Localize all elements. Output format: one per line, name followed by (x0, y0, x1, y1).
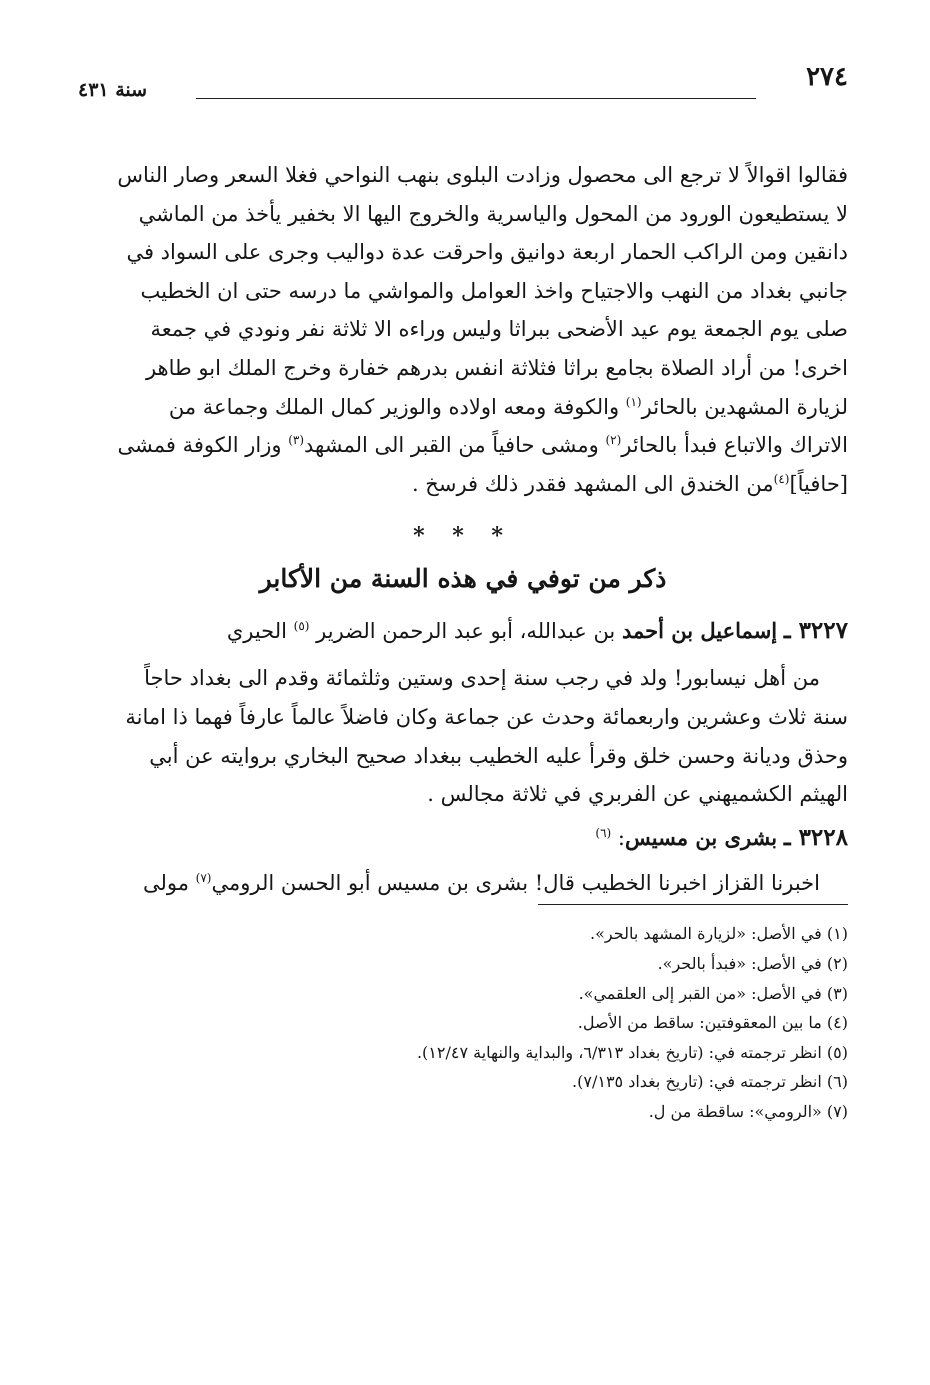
entry-number: ٣٢٢٨ ـ (783, 823, 848, 851)
entry-name: بشرى بن مسيس (624, 824, 778, 850)
text-line: فقالوا اقوالاً لا ترجع الى محصول وزادت البلوى بنهب النواحي فغلا السعر وصار الناس (117, 163, 848, 187)
footnotes (78, 919, 848, 1126)
text-segment: اخبرنا القزاز اخبرنا الخطيب قال! بشرى بن مسيس أبو الحسن الرومي (211, 870, 820, 895)
footnote-ref: (٣) (288, 433, 305, 448)
entry-name-rest: بن عبدالله، أبو عبد الرحمن الضرير (309, 619, 622, 644)
text-line: جانبي بغداد من النهب والاجتياح واخذ العوامل والمواشي ما درسه حتى ان الخطيب (140, 278, 848, 303)
footnote-ref: (٤) (773, 471, 790, 486)
entry-name-rest: : (611, 825, 625, 850)
section-title: ذكر من توفي في هذه السنة من الأكابر (259, 564, 667, 594)
entry-heading (78, 611, 848, 651)
text-segment: من الخندق الى المشهد فقدر ذلك فرسخ . (411, 471, 774, 496)
footnote-rule (538, 904, 848, 905)
text-line: وحذق وديانة وحسن خلق وقرأ عليه الخطيب ببغداد صحيح البخاري بروايته عن أبي (149, 743, 848, 768)
text-segment: ومشى حافياً من القبر الى المشهد (304, 433, 606, 458)
text-line: صلى يوم الجمعة يوم عيد الأضحى ببراثا وليس وراءه الا ثلاثة نفر ونودي في جمعة (150, 317, 848, 342)
page-header (78, 60, 848, 102)
entry-paragraph (78, 659, 848, 813)
entry-paragraph (78, 864, 848, 903)
text-segment: وزار الكوفة فمشى (117, 433, 289, 458)
text-segment: والكوفة ومعه اولاده والوزير كمال الملك وجماعة من (168, 394, 626, 419)
footnote: (٧) «الرومي»: ساقطة من ل. (648, 1101, 848, 1121)
page-number: ٢٧٤ (806, 62, 848, 92)
text-line: من أهل نيسابور! ولد في رجب سنة إحدى وستين وثلثمائة وقدم الى بغداد حاجاً (144, 666, 820, 691)
footnote-ref: (٦) (595, 825, 612, 840)
footnote-ref: (٢) (605, 433, 622, 448)
footnote: (٣) في الأصل: «من القبر إلى العلقمي». (578, 983, 848, 1003)
footnote: (١) في الأصل: «لزيارة المشهد بالحر». (590, 924, 848, 944)
section-separator: * * * (413, 523, 513, 550)
footnote-ref: (٧) (195, 870, 212, 885)
entry-name: إسماعيل بن أحمد (621, 618, 778, 644)
text-line (78, 864, 848, 903)
entry-number: ٣٢٢٧ ـ (783, 617, 848, 645)
text-line: الهيثم الكشميهني عن الفربري في ثلاثة مجالس . (427, 782, 848, 807)
entry-heading (78, 818, 848, 858)
text-line (78, 388, 848, 427)
footnote: (٥) انظر ترجمته في: (تاريخ بغداد ٦/٣١٣، والبداية والنهاية ١٢/٤٧). (416, 1042, 848, 1062)
footnote: (٦) انظر ترجمته في: (تاريخ بغداد ٧/١٣٥). (572, 1072, 848, 1092)
footnote: (٤) ما بين المعقوفتين: ساقط من الأصل. (577, 1013, 848, 1033)
footnote: (٢) في الأصل: «فبدأ بالحر». (657, 953, 848, 973)
running-head: سنة ٤٣١ (78, 79, 148, 101)
text-line: سنة ثلاث وعشرين واربعمائة وحدث عن جماعة وكان فاضلاً عالماً عارفاً فهما ذا امانة (125, 704, 848, 729)
footnote-ref: (٥) (293, 619, 310, 634)
footnote-ref: (١) (625, 394, 642, 409)
header-rule (196, 98, 756, 99)
page-content (78, 60, 848, 1126)
text-line: دانقين ومن الراكب الحمار اربعة دوانيق واحرقت عدة دواليب وجرى على السواد في (126, 240, 848, 265)
text-line: لا يستطيعون الورود من المحول والياسرية والخروج اليها الا بخفير يأخذ من الماشي (138, 201, 848, 226)
text-segment: الاتراك والاتباع فبدأ بالحائر (621, 433, 848, 458)
events-paragraph (78, 156, 848, 503)
text-line (78, 465, 848, 504)
text-line: اخرى! من أراد الصلاة بجامع براثا فثلاثة انفس بدرهم خفارة وخرج الملك ابو طاهر (145, 355, 848, 380)
text-segment: [حافياً] (789, 471, 848, 496)
text-segment: لزيارة المشهدين بالحائر (641, 394, 848, 419)
text-segment: مولى (142, 870, 196, 895)
text-line (78, 426, 848, 465)
entry-name-rest: الحيري (226, 619, 294, 644)
